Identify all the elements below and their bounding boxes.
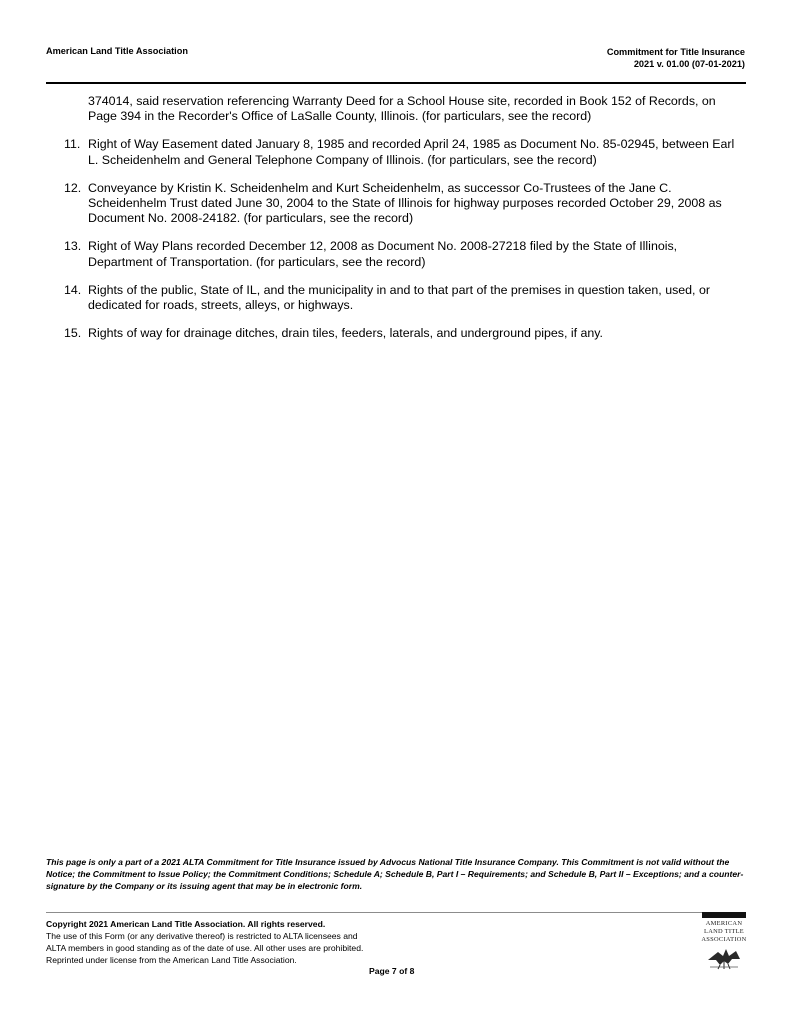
exception-item-11 bbox=[64, 137, 744, 167]
exception-text: Right of Way Plans recorded December 12, 2008 as Document No. 2008-27218 filed by the State of Illinois, Department of Transportation. (for particulars, see the record) bbox=[88, 239, 678, 269]
exception-number: 15. bbox=[64, 326, 82, 341]
header-form-title bbox=[607, 46, 745, 70]
license-line-3: Reprinted under license from the American Land Title Association. bbox=[46, 955, 297, 965]
footer-divider bbox=[46, 912, 746, 913]
exception-item-12 bbox=[64, 181, 744, 227]
continued-item bbox=[64, 94, 744, 124]
license-line-2: ALTA members in good standing as of the date of use. All other uses are prohibited. bbox=[46, 943, 364, 953]
exception-number: 14. bbox=[64, 282, 82, 297]
exception-text: Rights of way for drainage ditches, drain tiles, feeders, laterals, and underground pipes, if any. bbox=[88, 326, 603, 341]
exception-text: Rights of the public, State of IL, and the municipality in and to that part of the premises in question taken, used, or dedicated for roads, streets, alleys, or highways. bbox=[88, 282, 710, 313]
exception-number: 12. bbox=[64, 180, 82, 195]
header-form-version: 2021 v. 01.00 (07-01-2021) bbox=[633, 59, 745, 69]
footer-copyright bbox=[46, 918, 466, 966]
exceptions-list bbox=[64, 94, 744, 354]
exception-text: Conveyance by Kristin K. Scheidenhelm and Kurt Scheidenhelm, as successor Co-Trustees of the Jane C. Scheidenhelm Trust dated June 30, 2004 to the State of Illinois for highway purposes recorded October 29, 2008 as Document No. 2008-24182. (for particulars, see the record) bbox=[88, 180, 722, 226]
logo-line-2: LAND TITLE bbox=[704, 928, 744, 935]
alta-logo bbox=[700, 912, 748, 982]
page-number: Page 7 of 8 bbox=[369, 966, 415, 976]
copyright-line: Copyright 2021 American Land Title Association. All rights reserved. bbox=[46, 919, 326, 929]
header-organization: American Land Title Association bbox=[46, 46, 188, 56]
eagle-icon bbox=[706, 946, 742, 970]
exception-number: 13. bbox=[64, 239, 82, 254]
continued-item-text: 374014, said reservation referencing Warranty Deed for a School House site, recorded in Book 152 of Records, on Page 394 in the Recorder's Office of LaSalle County, Illinois. (for particulars, see the record) bbox=[88, 94, 716, 124]
commitment-notice: This page is only a part of a 2021 ALTA Commitment for Title Insurance issued by Advocus National Title Insurance Company. This Commitment is not valid without the Notice; the Commitment to Issue Policy; the Commitment Conditions; Schedule A; Schedule B, Part I – Requirements; and Schedule B, Part II – Exceptions; and a counter-signature by the Company or its issuing agent that may be in electronic form. bbox=[46, 857, 744, 891]
logo-line-1: AMERICAN bbox=[705, 920, 743, 927]
header-divider bbox=[46, 82, 746, 84]
exception-number: 11. bbox=[64, 137, 81, 152]
exception-item-14 bbox=[64, 283, 744, 313]
exception-text: Right of Way Easement dated January 8, 1985 and recorded April 24, 1985 as Document No. 85-02945, between Earl L. Scheidenhelm and General Telephone Company of Illinois. (for particulars, see the record) bbox=[88, 137, 735, 167]
logo-bar bbox=[702, 912, 746, 918]
logo-line-3: ASSOCIATION bbox=[701, 936, 747, 943]
exception-item-13 bbox=[64, 239, 744, 269]
header-form-name: Commitment for Title Insurance bbox=[606, 47, 745, 57]
license-line-1: The use of this Form (or any derivative thereof) is restricted to ALTA licensees and bbox=[46, 931, 358, 941]
exception-item-15 bbox=[64, 326, 744, 341]
